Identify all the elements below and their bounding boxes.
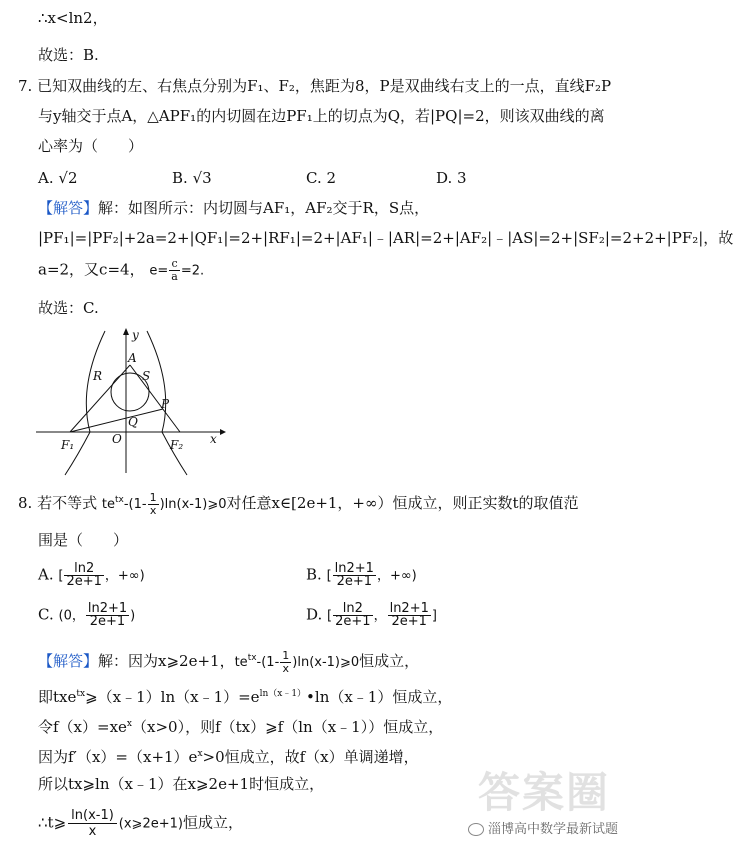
q8-sol1-den: x — [282, 662, 290, 675]
x-axis-arrow — [220, 429, 226, 435]
q8-option-b-den: 2e+1 — [336, 574, 373, 589]
q8-sol1-a: te — [234, 655, 248, 670]
q8-sol1-post: 恒成立， — [359, 652, 420, 670]
q8-option-b-label: B. — [306, 565, 322, 584]
label-f2: F₂ — [170, 438, 184, 452]
q8-ineq-part-a: te — [101, 497, 115, 512]
q7-option-a — [38, 168, 78, 188]
q7-option-b-value: √3 — [192, 169, 212, 187]
q8-option-d-den2: 2e+1 — [391, 614, 427, 629]
hyperbola-left-branch — [65, 331, 105, 475]
q8-ineq-frac-den: x — [149, 504, 157, 517]
q7-solution-text1: 解：如图所示：内切圆与AF₁，AF₂交于R，S点， — [98, 199, 430, 217]
label-a: A — [128, 351, 137, 365]
q8-option-c-frac — [86, 603, 129, 628]
q7-solution-ac: a=2，又c=4， — [38, 260, 145, 279]
q8-option-b-tail: ，+∞) — [376, 568, 417, 584]
q7-stem-line1 — [18, 76, 611, 96]
q7-number: 7. — [18, 77, 33, 95]
q8-sol1-sup: tx — [247, 653, 257, 663]
q8-number: 8. — [18, 494, 33, 512]
q7-option-d-value: 3 — [457, 169, 467, 187]
label-q: Q — [128, 415, 138, 429]
q8-solution-line3 — [38, 714, 443, 737]
q8-sol1-c: )ln(x-1)⩾0 — [292, 655, 360, 670]
q8-stem-pre: 若不等式 — [37, 494, 98, 512]
watermark-source — [468, 818, 618, 837]
q8-option-a-open: [ — [58, 568, 64, 584]
q8-sol4-sup: x — [197, 749, 203, 759]
q8-option-b-open: [ — [326, 568, 332, 584]
q8-ineq-frac-num: 1 — [149, 491, 157, 504]
q8-solution-line4 — [38, 744, 419, 767]
q8-option-d-tail: ] — [431, 608, 437, 624]
q8-option-a-label: A. — [38, 565, 54, 584]
q8-sol6-num: ln(x-1) — [68, 808, 117, 824]
watermark-source-text: 淄博高中数学最新试题 — [488, 822, 619, 837]
watermark-logo: 答案圈 — [478, 768, 611, 817]
q7-stem-text1: 已知双曲线的左、右焦点分别为F₁、F₂，焦距为8，P是双曲线右支上的一点，直线F₂P — [37, 77, 612, 95]
q8-sol3-sup: x — [126, 719, 132, 729]
label-y: y — [132, 328, 139, 342]
q7-frac-num: c — [169, 258, 180, 271]
q8-option-b-frac — [333, 563, 376, 588]
q7-option-b — [172, 168, 212, 188]
q8-sol6-frac — [68, 808, 117, 839]
q8-option-a-num: ln2 — [64, 563, 103, 576]
q7-option-d — [436, 168, 467, 188]
q8-solution-tag: 【解答】 — [38, 652, 99, 670]
q7-solution-tag: 【解答】 — [38, 199, 99, 217]
q8-sol6-pre: ∴t⩾ — [38, 813, 67, 832]
q8-ineq-sup: tx — [115, 495, 124, 505]
prev-answer: 故选：B. — [38, 46, 99, 64]
q8-option-a — [38, 563, 145, 588]
q7-stem-line2: 与y轴交于点A，△APF₁的内切圆在边PF₁上的切点为Q，若|PQ|=2，则该双曲线的离 — [38, 107, 605, 125]
q8-sol2-sup2: ln（x﹣1） — [259, 689, 307, 699]
q7-answer: 故选：C. — [38, 299, 99, 317]
q7-option-d-label: D. — [436, 169, 453, 187]
q8-option-a-den: 2e+1 — [66, 574, 102, 589]
q8-ineq-part-b: -(1- — [123, 497, 147, 512]
q8-option-b — [306, 563, 417, 588]
q8-sol1-inequality — [234, 649, 360, 675]
q8-sol4-b: >0恒成立，故f（x）单调递增， — [202, 748, 419, 766]
q7-option-c — [306, 168, 336, 188]
q8-sol2-a: 即txe — [38, 688, 77, 706]
q8-sol4-a: 因为f′（x）=（x+1）e — [38, 748, 198, 766]
q7-solution-line3 — [38, 258, 204, 283]
q8-option-d — [306, 603, 437, 628]
q8-option-a-tail: ，+∞) — [104, 568, 145, 584]
q7-option-a-label: A. — [38, 169, 54, 187]
q7-option-b-label: B. — [172, 169, 188, 187]
q8-solution-line5: 所以tx⩾ln（x﹣1）在x⩾2e+1时恒成立， — [38, 775, 325, 793]
q8-sol3-b: （x>0），则f（tx）⩾f（ln（x﹣1））恒成立， — [132, 718, 444, 736]
q8-option-d-open: [ — [327, 608, 333, 624]
label-f1: F₁ — [61, 438, 75, 452]
q8-sol1-num: 1 — [282, 649, 290, 662]
q8-solution-line6 — [38, 808, 243, 839]
q8-option-c-label: C. — [38, 605, 54, 624]
q8-option-c-tail: ) — [130, 608, 136, 624]
q8-solution-line1 — [38, 648, 419, 675]
q8-sol1-b: -(1- — [256, 655, 280, 670]
q8-option-c — [38, 603, 135, 628]
label-p: P — [161, 397, 170, 411]
q7-solution-e: e= — [149, 263, 169, 279]
q8-sol2-b: ⩾（x﹣1）ln（x﹣1）=e — [85, 688, 260, 706]
q8-stem-post: 对任意x∈[2e+1，+∞）恒成立，则正实数t的取值范 — [226, 494, 579, 512]
q8-option-d-num2: ln2+1 — [389, 601, 429, 616]
q8-solution-line2 — [38, 684, 452, 707]
q8-sol1-frac — [280, 650, 291, 675]
q8-sol6-den: x — [88, 824, 97, 839]
q8-option-a-frac — [64, 563, 103, 588]
y-axis-arrow — [123, 328, 129, 335]
q8-option-c-den: 2e+1 — [89, 614, 126, 629]
q8-option-d-frac2 — [388, 603, 431, 628]
q7-solution-line2: |PF₁|=|PF₂|+2a=2+|QF₁|=2+|RF₁|=2+|AF₁|﹣|AR|=2+|AF₂|﹣|AS|=2+|SF₂|=2+2+|PF₂|，故 — [38, 229, 733, 247]
q8-ineq-frac — [148, 492, 159, 517]
label-x: x — [210, 432, 217, 446]
q8-option-b-num: ln2+1 — [334, 561, 374, 576]
label-r: R — [93, 369, 103, 383]
q8-option-c-num: ln2+1 — [87, 601, 128, 616]
q7-solution-fraction — [169, 258, 180, 283]
q7-solution-result: =2. — [180, 263, 205, 279]
q8-sol6-cond: (x⩾2e+1) — [118, 816, 183, 832]
q8-stem-inequality — [101, 491, 227, 517]
hyperbola-figure — [30, 325, 230, 465]
q8-sol2-c: •ln（x﹣1）恒成立， — [306, 688, 453, 706]
prev-conclusion: ∴x<ln2， — [38, 9, 108, 27]
q8-option-d-frac1 — [333, 603, 372, 628]
label-o: O — [112, 432, 122, 446]
q7-frac-den: a — [171, 270, 178, 283]
q8-option-c-open: (0， — [58, 608, 85, 624]
wechat-icon — [468, 823, 484, 836]
q7-option-c-label: C. — [306, 169, 322, 187]
q8-sol3-a: 令f（x）=xe — [38, 718, 127, 736]
q8-stem-line1 — [18, 490, 579, 517]
q8-stem-line2: 围是（ ） — [38, 531, 129, 549]
q8-option-d-mid: ， — [373, 608, 387, 624]
q7-option-a-value: √2 — [58, 169, 78, 187]
q7-option-c-value: 2 — [326, 169, 337, 187]
q7-solution-line1 — [38, 198, 429, 218]
q8-option-d-den1: 2e+1 — [335, 614, 371, 629]
q8-sol6-post: 恒成立， — [182, 813, 243, 832]
q8-option-d-num1: ln2 — [333, 603, 372, 616]
q8-sol1-pre: 解：因为x⩾2e+1， — [98, 652, 235, 670]
q8-option-d-label: D. — [306, 605, 323, 624]
line-f1-p — [70, 409, 163, 432]
q7-stem-line3: 心率为（ ） — [38, 137, 144, 155]
label-s: S — [142, 369, 151, 383]
q8-sol2-sup1: tx — [76, 689, 86, 699]
q8-ineq-part-c: )ln(x-1)⩾0 — [159, 497, 227, 512]
